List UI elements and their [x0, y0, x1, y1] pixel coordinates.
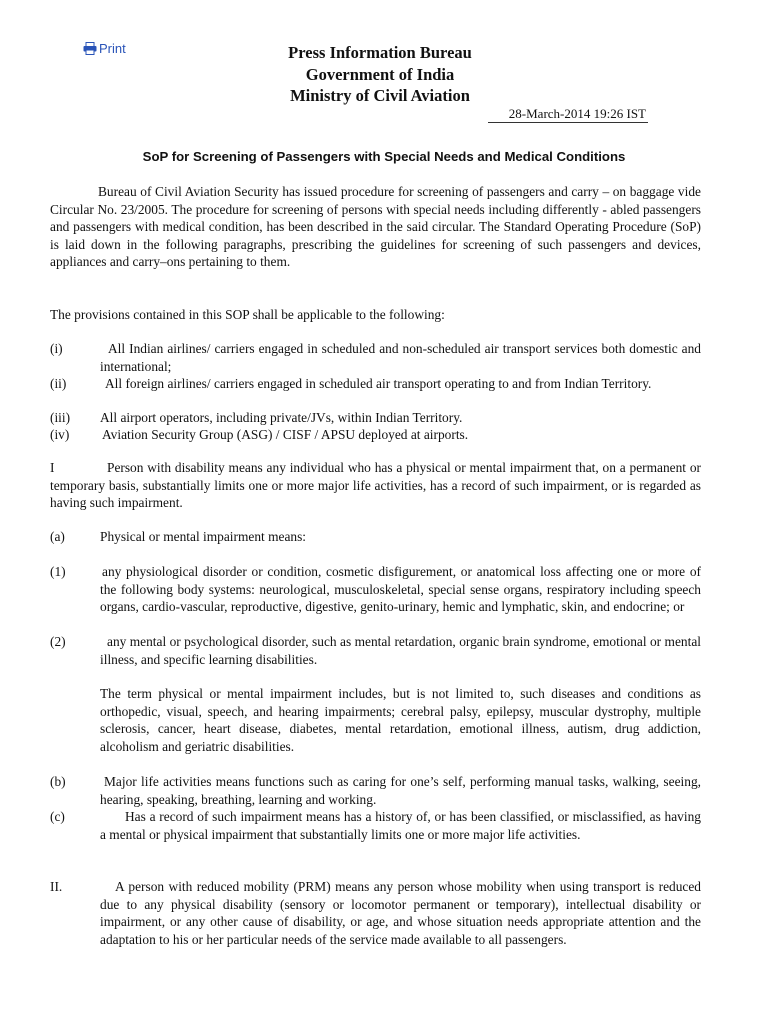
- print-link[interactable]: [83, 41, 126, 56]
- provision-label: (iv): [50, 427, 70, 442]
- release-date: 28-March-2014 19:26 IST: [508, 106, 646, 121]
- item-a-text: Physical or mental impairment means:: [100, 529, 307, 544]
- provision-label: (iii): [50, 410, 71, 425]
- section-2: [0, 878, 768, 968]
- ministry-name: Ministry of Civil Aviation: [290, 86, 470, 105]
- item-b-label: (b): [50, 774, 66, 789]
- bureau-name: Press Information Bureau: [288, 43, 472, 62]
- provision-text: All airport operators, including private/JVs, within Indian Territory.: [100, 410, 463, 425]
- section-1-label: I: [50, 460, 55, 475]
- term-paragraph: The term physical or mental impairment includes, but is not limited to, such diseases and conditions as orthopedic, visual, speech, and hearing impairments; cerebral palsy, epilepsy, muscular dystrophy, multiple sclerosis, cancer, heart disease, diabetes, mental retardation, emotional illness, autism, drug addiction, alcoholism and geriatric disabilities.: [100, 686, 701, 754]
- section-1: [0, 459, 768, 514]
- item-a: [0, 528, 768, 548]
- provisions-list: [0, 340, 768, 450]
- provision-text: All Indian airlines/ carriers engaged in scheduled and non-scheduled air transport services both domestic and international;: [100, 341, 701, 374]
- items-b-c: [0, 773, 768, 863]
- impairment-text: any physiological disorder or condition, cosmetic disfigurement, or anatomical loss affecting one or more of the following body systems: neurological, musculoskeletal, special sense organs, respiratory including speech organs, cardio-vascular, reproductive, digestive, genito-urinary, hemic and lymphatic, skin, and endocrine; or: [100, 564, 701, 615]
- impairment-label: (1): [50, 564, 66, 579]
- section-2-label: II.: [50, 879, 63, 894]
- provision-label: (ii): [50, 376, 67, 391]
- item-c-text: Has a record of such impairment means has a history of, or has been classified, or misclassified, as having a mental or physical impairment that substantially limits one or more major life activities.: [100, 809, 701, 842]
- item-c-label: (c): [50, 809, 65, 824]
- provisions-intro: The provisions contained in this SOP shall be applicable to the following:: [50, 307, 445, 322]
- impairment-label: (2): [50, 634, 66, 649]
- provision-label: (i): [50, 341, 63, 356]
- provision-text: Aviation Security Group (ASG) / CISF / APSU deployed at airports.: [102, 427, 469, 442]
- date-rule: [488, 122, 648, 123]
- provision-text: All foreign airlines/ carriers engaged in scheduled air transport operating to and from Indian Territory.: [105, 376, 652, 391]
- print-label: Print: [99, 41, 126, 56]
- item-a-label: (a): [50, 529, 65, 544]
- section-1-text: Person with disability means any individual who has a physical or mental impairment that, on a permanent or temporary basis, substantially limits one or more major life activities, has a record of such impairment, or is regarded as having such impairment.: [50, 460, 701, 511]
- intro-paragraph: Bureau of Civil Aviation Security has issued procedure for screening of passengers and carry – on baggage vide Circular No. 23/2005. The procedure for screening of persons with special needs including differently - abled passengers and passengers with medical condition, has been described in the said circular. The Standard Operating Procedure (SoP) is laid down in the following paragraphs, prescribing the guidelines for screening of such passengers and devices, appliances and carry–ons pertaining to them.: [50, 184, 701, 270]
- printer-icon: [83, 42, 97, 55]
- impairment-text: any mental or psychological disorder, such as mental retardation, organic brain syndrome, emotional or mental illness, and specific learning disabilities.: [100, 634, 701, 667]
- item-b-text: Major life activities means functions such as caring for one’s self, performing manual tasks, walking, seeing, hearing, speaking, breathing, learning and working.: [100, 774, 701, 807]
- government-name: Government of India: [305, 65, 455, 84]
- page-title: SoP for Screening of Passengers with Special Needs and Medical Conditions: [142, 149, 626, 164]
- impairment-list: [0, 563, 768, 673]
- section-2-text: A person with reduced mobility (PRM) means any person whose mobility when using transport is reduced due to any physical disability (sensory or locomotor permanent or temporary), intellectual disability or impairment, or any other cause of disability, or age, and whose situation needs appropriate attention and the adaptation to his or her particular needs of the service made available to all passengers.: [100, 879, 701, 947]
